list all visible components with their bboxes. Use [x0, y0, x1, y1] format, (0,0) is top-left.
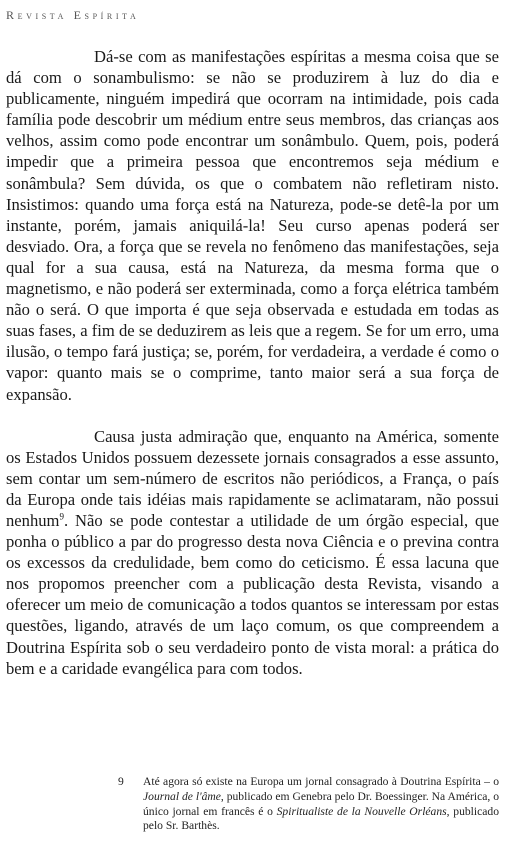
footnote-text-b: , publicado em Genebra pelo Dr. Boessinger. Na América, o único jornal em francês é o	[143, 789, 499, 818]
paragraph-text-before-note: Causa justa admiração que, enquanto na América, somente os Estados Unidos possuem dezessete jornais consagrados a esse assunto, sem contar um sem-número de escritos não periódicos, a França, o país da Europa onde tais idéias mais rapidamente se aclimataram, não possui nenhum	[6, 426, 499, 530]
footnote-text	[143, 775, 499, 834]
footnote-number: 9	[118, 775, 124, 788]
footnote-text-c: , publicado pelo Sr. Barthès.	[143, 804, 499, 833]
footnote	[118, 775, 499, 834]
footnote-title-spiritualiste: Spiritualiste de la Nouvelle Orléans	[276, 804, 447, 818]
footnote-reference: 9	[59, 511, 64, 522]
paragraph-revista	[6, 426, 499, 679]
running-head: Revista Espírita	[6, 8, 140, 22]
paragraph-text-after-note: . Não se pode contestar a utilidade de um órgão especial, que ponha o público a par do progresso desta nova Ciência e o previna contra os excessos da credulidade, bem como do ceticismo. É essa lacuna que nos propomos preencher com a publicação desta Revista, visando a oferecer um meio de comunicação a todos quantos se interessam por estas questões, ligando, através de um laço comum, os que compreendem a Doutrina Espírita sob o seu verdadeiro ponto de vista moral: a prática do bem e a caridade evangélica para com todos.	[6, 510, 499, 678]
main-text	[6, 46, 499, 679]
footnote-text-a: Até agora só existe na Europa um jornal consagrado à Doutrina Espírita – o	[143, 775, 499, 788]
footnote-title-journal-de-lame: Journal de l'âme	[143, 789, 221, 803]
paragraph-manifestations: Dá-se com as manifestações espíritas a mesma coisa que se dá com o sonambulismo: se não se produzirem à luz do dia e publicamente, ninguém impedirá que ocorram na intimidade, pois cada família pode descobrir um médium entre seus membros, das crianças aos velhos, assim como pode encontrar um sonâmbulo. Quem, pois, poderá impedir que a primeira pessoa que encontremos seja médium e sonâmbula? Sem dúvida, os que o combatem não refletiram nisto. Insistimos: quando uma força está na Natureza, pode-se detê-la por um instante, porém, jamais aniquilá-la! Seu curso apenas poderá ser desviado. Ora, a força que se revela no fenômeno das manifestações, seja qual for a sua causa, está na Natureza, da mesma forma que o magnetismo, e não poderá ser exterminada, como a força elétrica também não o será. O que importa é que seja observada e estudada em todas as suas fases, a fim de se deduzirem as leis que a regem. Se for um erro, uma ilusão, o tempo fará justiça; se, porém, for verdadeira, a verdade é como o vapor: quanto mais se o comprime, tanto maior será a sua força de expansão.	[6, 47, 499, 404]
